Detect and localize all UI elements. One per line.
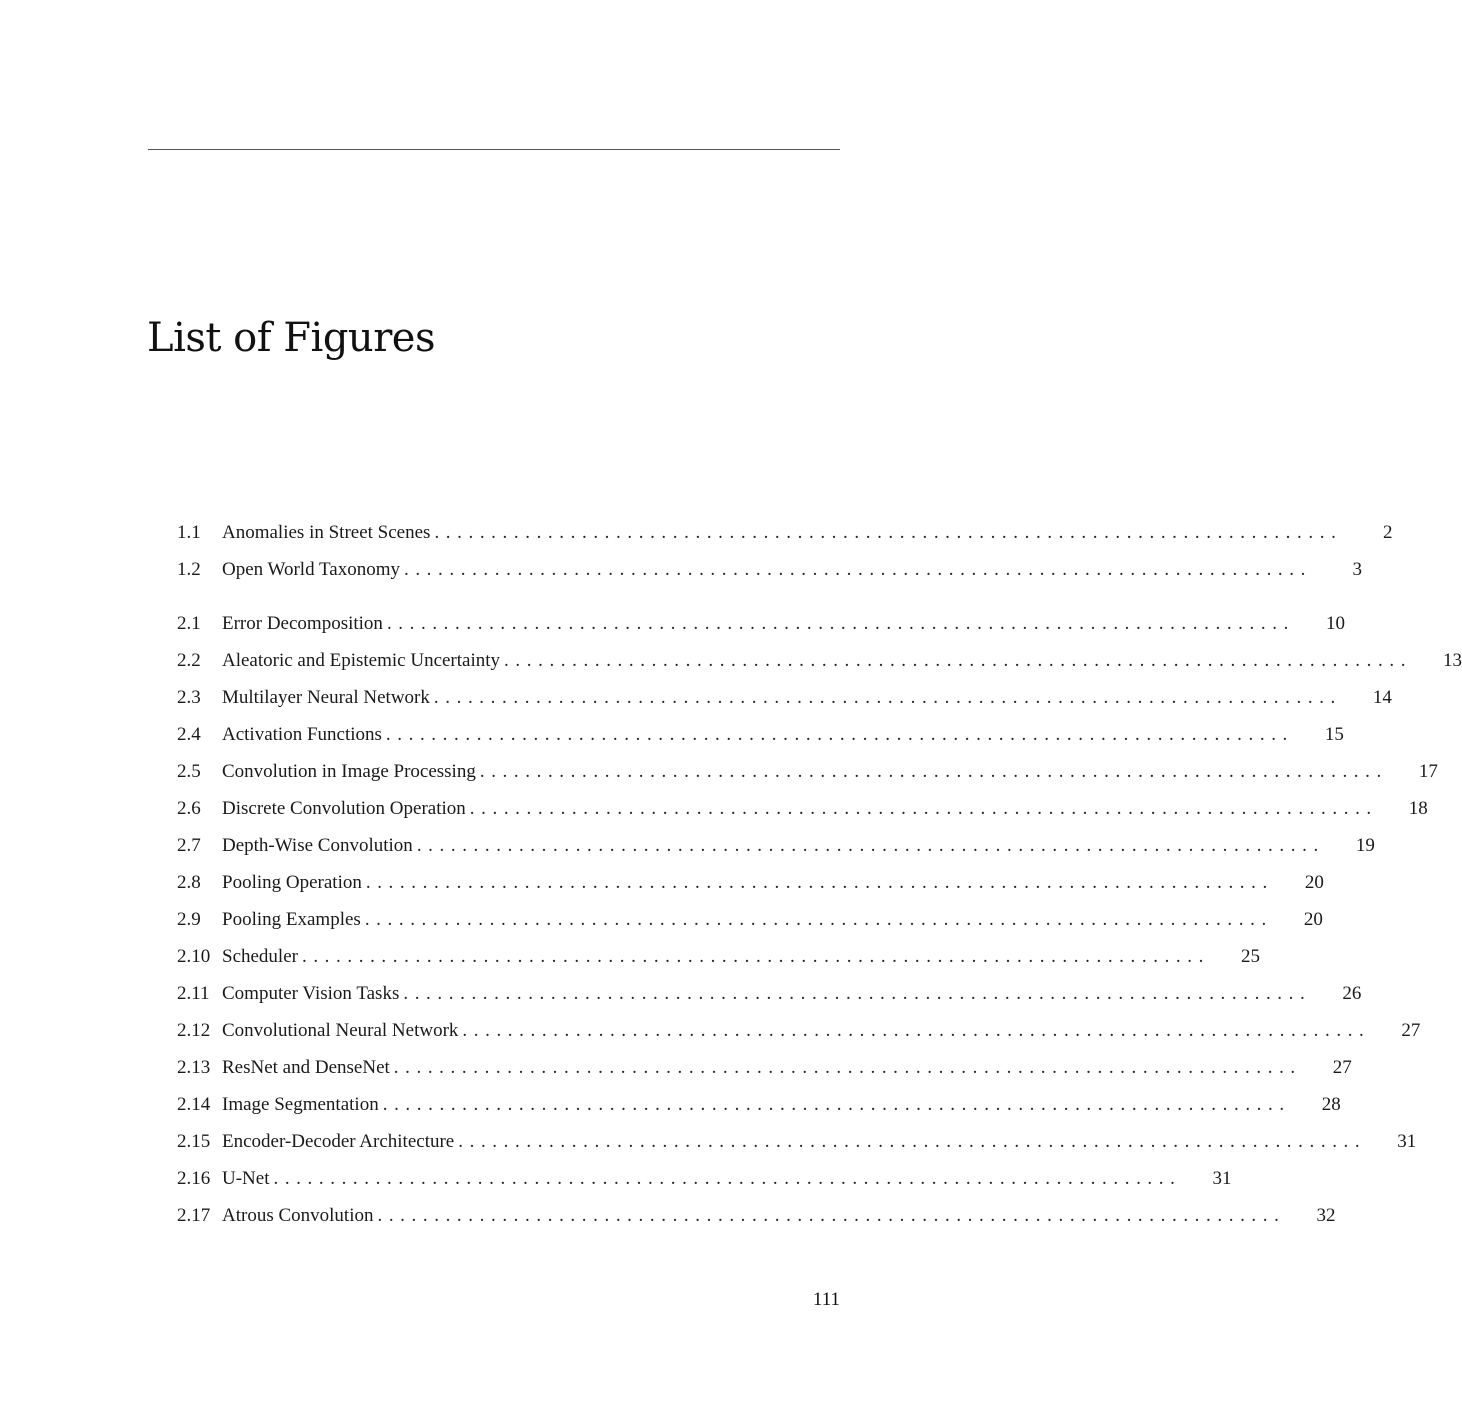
figure-title: Encoder-Decoder Architecture — [222, 1131, 455, 1152]
dot-leader: ................................................................................ — [416, 835, 1325, 856]
figure-number: 2.14 — [177, 1094, 211, 1115]
lof-entry[interactable] — [177, 519, 1393, 556]
list-of-figures — [177, 519, 1462, 1239]
dot-leader: ................................................................................ — [386, 613, 1295, 634]
dot-leader: ................................................................................ — [504, 650, 1413, 671]
lof-entry[interactable] — [177, 906, 1323, 943]
dot-leader: ................................................................................ — [434, 522, 1343, 543]
figure-title: Image Segmentation — [222, 1094, 379, 1115]
header-rule — [148, 149, 840, 150]
lof-entry[interactable] — [177, 1202, 1336, 1239]
figure-number: 2.9 — [177, 909, 201, 930]
figure-title: ResNet and DenseNet — [222, 1057, 390, 1078]
figure-number: 2.12 — [177, 1020, 211, 1041]
figure-title: Multilayer Neural Network — [222, 687, 430, 708]
figure-number: 2.5 — [177, 761, 201, 782]
figure-title: Pooling Operation — [222, 872, 362, 893]
lof-entry[interactable] — [177, 943, 1260, 980]
dot-leader: ................................................................................ — [382, 1094, 1291, 1115]
figure-page: 14 — [1372, 687, 1392, 708]
lof-entry[interactable] — [177, 795, 1428, 832]
figure-title: Aleatoric and Epistemic Uncertainty — [222, 650, 501, 671]
figure-page: 20 — [1303, 909, 1323, 930]
figure-page: 10 — [1325, 613, 1345, 634]
figure-number: 2.10 — [177, 946, 211, 967]
lof-entry[interactable] — [177, 1091, 1341, 1128]
figure-title: U-Net — [222, 1168, 270, 1189]
figure-number: 2.15 — [177, 1131, 211, 1152]
figure-number: 1.2 — [177, 559, 201, 580]
lof-entry[interactable] — [177, 721, 1344, 758]
dot-leader: ................................................................................ — [365, 872, 1274, 893]
figure-page: 17 — [1418, 761, 1438, 782]
figure-page: 27 — [1401, 1020, 1421, 1041]
figure-title: Discrete Convolution Operation — [222, 798, 466, 819]
figure-title: Convolutional Neural Network — [222, 1020, 459, 1041]
figure-title: Anomalies in Street Scenes — [222, 522, 431, 543]
figure-page: 32 — [1316, 1205, 1336, 1226]
figure-title: Open World Taxonomy — [222, 559, 400, 580]
figure-page: 18 — [1408, 798, 1428, 819]
figure-title: Activation Functions — [222, 724, 382, 745]
figure-page: 31 — [1397, 1131, 1417, 1152]
dot-leader: ................................................................................ — [273, 1168, 1182, 1189]
figure-number: 2.1 — [177, 613, 201, 634]
figure-number: 2.7 — [177, 835, 201, 856]
lof-entry[interactable] — [177, 869, 1324, 906]
figure-page: 27 — [1332, 1057, 1352, 1078]
dot-leader: ................................................................................ — [403, 983, 1312, 1004]
lof-entry[interactable] — [177, 1017, 1421, 1054]
figure-number: 2.16 — [177, 1168, 211, 1189]
dot-leader: ................................................................................ — [393, 1057, 1302, 1078]
figure-number: 2.13 — [177, 1057, 211, 1078]
dot-leader: ................................................................................ — [433, 687, 1342, 708]
dot-leader: ................................................................................ — [458, 1131, 1367, 1152]
figure-number: 2.2 — [177, 650, 201, 671]
figure-number: 2.8 — [177, 872, 201, 893]
lof-entry[interactable] — [177, 556, 1362, 593]
lof-entry[interactable] — [177, 684, 1392, 721]
figure-title: Pooling Examples — [222, 909, 361, 930]
figure-title: Scheduler — [222, 946, 298, 967]
dot-leader: ................................................................................ — [377, 1205, 1286, 1226]
dot-leader: ................................................................................ — [469, 798, 1378, 819]
figure-page: 2 — [1382, 522, 1393, 543]
figure-number: 2.6 — [177, 798, 201, 819]
figure-page: 20 — [1304, 872, 1324, 893]
figure-page: 3 — [1352, 559, 1362, 580]
lof-entry[interactable] — [177, 1054, 1352, 1091]
dot-leader: ................................................................................ — [364, 909, 1273, 930]
figure-number: 2.11 — [177, 983, 210, 1004]
figure-title: Error Decomposition — [222, 613, 383, 634]
lof-entry[interactable] — [177, 980, 1362, 1017]
figure-page: 13 — [1443, 650, 1462, 671]
figure-title: Atrous Convolution — [222, 1205, 374, 1226]
figure-page: 19 — [1355, 835, 1375, 856]
dot-leader: ................................................................................ — [385, 724, 1294, 745]
figure-title: Convolution in Image Processing — [222, 761, 476, 782]
figure-number: 2.17 — [177, 1205, 211, 1226]
figure-title: Computer Vision Tasks — [222, 983, 400, 1004]
lof-entry[interactable] — [177, 610, 1345, 647]
chapter-title: List of Figures — [147, 315, 436, 361]
figure-page: 15 — [1324, 724, 1344, 745]
figure-number: 2.3 — [177, 687, 201, 708]
figure-page: 26 — [1342, 983, 1362, 1004]
figure-number: 1.1 — [177, 522, 201, 543]
figure-page: 31 — [1212, 1168, 1232, 1189]
figure-number: 2.4 — [177, 724, 201, 745]
dot-leader: ................................................................................ — [462, 1020, 1371, 1041]
dot-leader: ................................................................................ — [403, 559, 1312, 580]
dot-leader: ................................................................................ — [479, 761, 1388, 782]
lof-entry[interactable] — [177, 1128, 1417, 1165]
page-number: 111 — [812, 1289, 840, 1310]
lof-entry[interactable] — [177, 1165, 1232, 1202]
figure-page: 25 — [1240, 946, 1260, 967]
lof-entry[interactable] — [177, 758, 1438, 795]
figure-title: Depth-Wise Convolution — [222, 835, 413, 856]
dot-leader: ................................................................................ — [301, 946, 1210, 967]
lof-entry[interactable] — [177, 832, 1375, 869]
lof-entry[interactable] — [177, 647, 1462, 684]
figure-page: 28 — [1321, 1094, 1341, 1115]
